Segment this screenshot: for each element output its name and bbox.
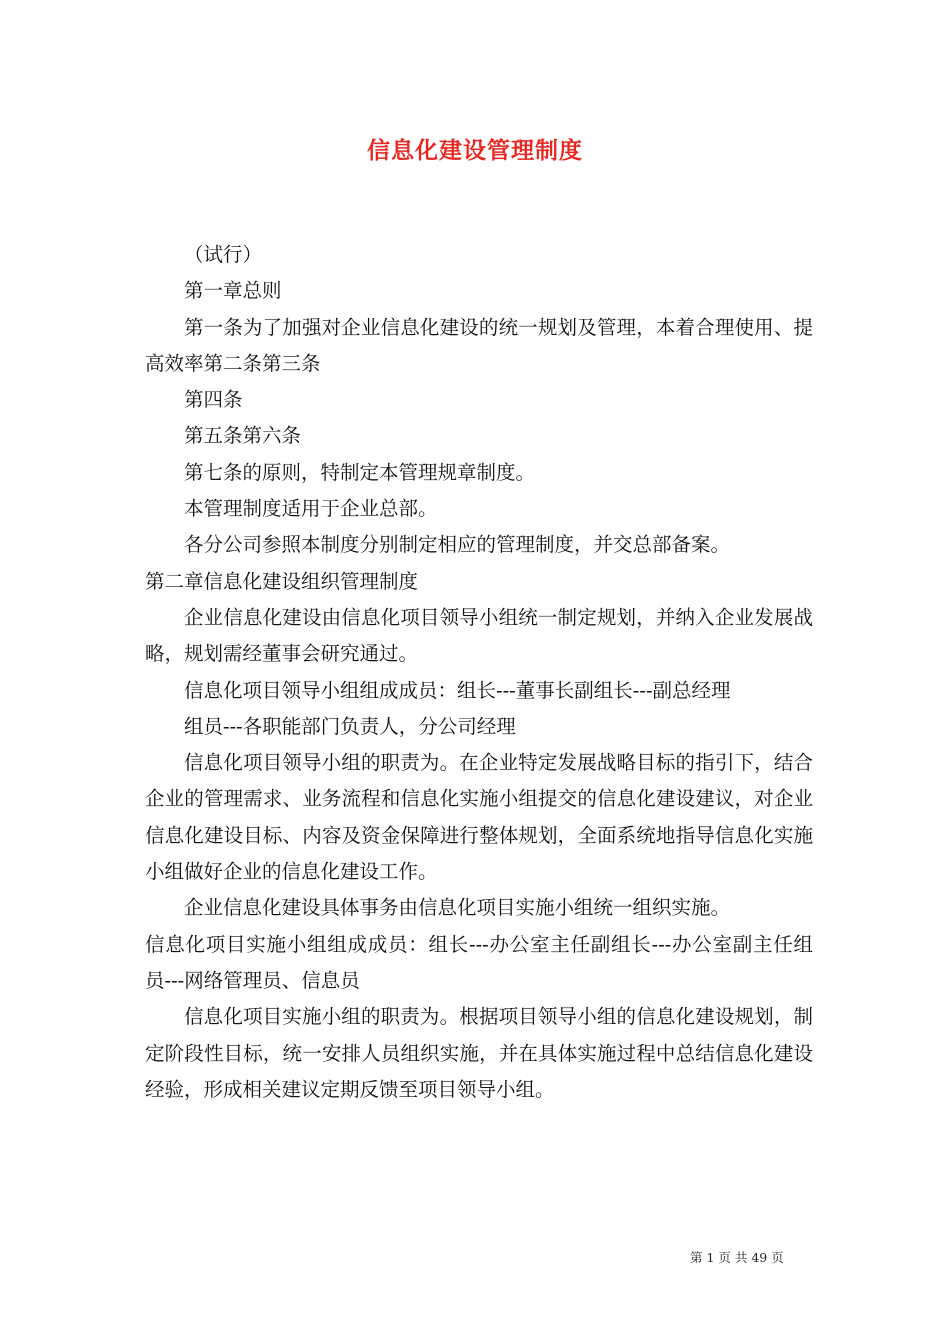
paragraph: 第五条第六条 [184,424,302,448]
paragraph: 第一章总则 [184,279,282,303]
paragraph: 各分公司参照本制度分别制定相应的管理制度，并交总部备案。 [184,533,731,557]
paragraph: 第一条为了加强对企业信息化建设的统一规划及管理，本着合理使用、提高效率第二条第三条 [145,315,813,375]
page-number-footer: 第 1 页 共 49 页 [690,1250,784,1265]
paragraph: 本管理制度适用于企业总部。 [184,497,438,521]
paragraph: 信息化项目实施小组组成成员：组长---办公室主任副组长---办公室副主任组员---网络管理员、信息员 [145,932,813,992]
paragraph: 第四条 [184,388,243,412]
page-title: 信息化建设管理制度 [367,137,583,164]
paragraph: 信息化项目实施小组的职责为。根据项目领导小组的信息化建设规划，制定阶段性目标，统一安排人员组织实施，并在具体实施过程中总结信息化建设经验，形成相关建议定期反馈至项目领导小组。 [145,1005,813,1101]
paragraph: 企业信息化建设由信息化项目领导小组统一制定规划，并纳入企业发展战略，规划需经董事会研究通过。 [145,605,813,666]
paragraph: 企业信息化建设具体事务由信息化项目实施小组统一组织实施。 [184,896,731,920]
paragraph: 第七条的原则，特制定本管理规章制度。 [184,460,536,484]
paragraph: 组员---各职能部门负责人，分公司经理 [184,714,516,738]
document-body [145,237,813,1108]
paragraph: 第二章信息化建设组织管理制度 [145,569,419,593]
paragraph: （试行） [184,243,263,266]
paragraph: 信息化项目领导小组组成成员：组长---董事长副组长---副总经理 [184,678,731,702]
paragraph: 信息化项目领导小组的职责为。在企业特定发展战略目标的指引下，结合企业的管理需求、业务流程和信息化实施小组提交的信息化建设建议，对企业信息化建设目标、内容及资金保障进行整体规划，全面系统地指导信息化实施小组做好企业的信息化建设工作。 [145,751,813,884]
